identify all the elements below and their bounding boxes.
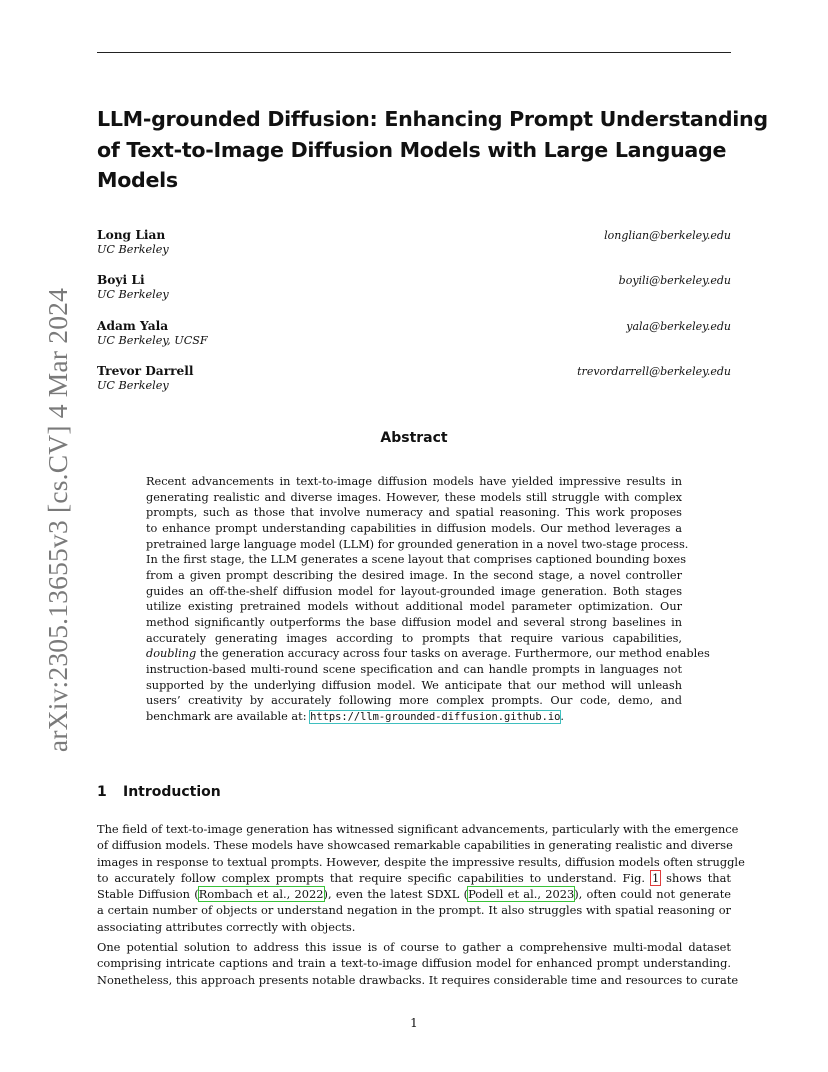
author-name: Boyi Li <box>97 273 145 287</box>
author-name: Long Lian <box>97 228 166 242</box>
abstract-body <box>146 474 710 725</box>
abstract-line: accurately generating images according to prompts that require various capabilities, <box>146 631 682 645</box>
project-url-link[interactable]: https://llm-grounded-diffusion.github.io <box>310 711 561 724</box>
intro-line: comprising intricate captions and train a text-to-image diffusion model for enhanced prompt understanding. <box>97 956 731 971</box>
abstract-line: to enhance prompt understanding capabilities in diffusion models. Our method leverages a <box>146 522 682 536</box>
title-line: Models <box>97 168 178 192</box>
section-title: Introduction <box>123 784 221 800</box>
citation-link[interactable]: Podell et al., 2023 <box>468 887 575 901</box>
abstract-line-text: the generation accuracy across four tasks on average. Furthermore, our method enables <box>199 647 710 661</box>
abstract-line: users’ creativity by accurately following more complex prompts. Our code, demo, and <box>146 694 682 708</box>
abstract-line: In the first stage, the LLM generates a scene layout that comprises captioned bounding boxes <box>146 553 687 567</box>
author-affiliation: UC Berkeley <box>97 379 169 392</box>
intro-paragraph <box>97 821 745 935</box>
intro-line: images in response to textual prompts. However, despite the impressive results, diffusion models often struggle <box>97 854 745 869</box>
intro-line <box>97 886 731 902</box>
abstract-line: supported by the underlying diffusion model. We anticipate that our method will unleash <box>146 678 682 692</box>
author-email[interactable]: longlian@berkeley.edu <box>604 229 731 242</box>
abstract-line: instruction-based multi-round scene specification and can handle prompts in languages not <box>146 663 682 677</box>
author-name: Trevor Darrell <box>97 364 194 378</box>
intro-line: The field of text-to-image generation has witnessed significant advancements, particularly with the emergence <box>97 822 739 836</box>
figure-ref-link[interactable]: 1 <box>651 870 660 885</box>
abstract-line: method significantly outperforms the base diffusion model and several strong baselines in <box>146 616 682 630</box>
intro-line: of diffusion models. These models have showcased remarkable capabilities in generating realistic and diverse <box>97 838 733 853</box>
intro-line: a certain number of objects or understand negation in the prompt. It also struggles with spatial reasoning or <box>97 903 731 918</box>
intro-text: ), often could not generate <box>574 887 732 901</box>
top-rule <box>97 52 731 53</box>
title-line: LLM-grounded Diffusion: Enhancing Prompt Understanding <box>97 107 768 131</box>
abstract-line: from a given prompt describing the desired image. In the second stage, a novel controller <box>146 569 682 583</box>
abstract-line: generating realistic and diverse images. However, these models still struggle with complex <box>146 490 682 504</box>
abstract-line: guides an off-the-shelf diffusion model for layout-grounded image generation. Both stages <box>146 584 682 598</box>
intro-line: One potential solution to address this issue is of course to gather a comprehensive multi-modal dataset <box>97 940 731 954</box>
author-affiliation: UC Berkeley, UCSF <box>97 334 208 347</box>
intro-line: associating attributes correctly with objects. <box>97 919 356 934</box>
author-email[interactable]: yala@berkeley.edu <box>626 320 731 333</box>
abstract-line: prompts, such as those that involve numeracy and spatial reasoning. This work proposes <box>146 506 682 520</box>
arxiv-identifier-stamp: arXiv:2305.13655v3 [cs.CV] 4 Mar 2024 <box>42 287 73 753</box>
author-email[interactable]: boyili@berkeley.edu <box>618 274 731 287</box>
citation-link[interactable]: Rombach et al., 2022 <box>198 887 324 901</box>
section-heading-introduction <box>97 784 221 800</box>
intro-text: shows that <box>666 870 731 885</box>
intro-line <box>97 870 731 886</box>
author-affiliation: UC Berkeley <box>97 288 169 301</box>
author-block <box>97 319 731 351</box>
intro-text: ), even the latest SDXL ( <box>323 887 469 901</box>
abstract-line <box>146 709 682 725</box>
abstract-line-tail: . <box>560 710 564 724</box>
author-block <box>97 364 731 396</box>
intro-line: Nonetheless, this approach presents notable drawbacks. It requires considerable time and resources to curate <box>97 972 739 987</box>
author-name: Adam Yala <box>97 319 169 333</box>
abstract-line: Recent advancements in text-to-image diffusion models have yielded impressive results in <box>146 475 682 488</box>
author-email[interactable]: trevordarrell@berkeley.edu <box>577 365 731 378</box>
intro-paragraph <box>97 939 739 988</box>
abstract-line: utilize existing pretrained models without additional model parameter optimization. Our <box>146 600 682 614</box>
page-number: 1 <box>410 1016 418 1030</box>
abstract-emphasis: doubling <box>146 647 197 661</box>
author-block <box>97 228 731 260</box>
intro-text: to accurately follow complex prompts that require specific capabilities to understand. Fig. <box>97 870 646 885</box>
paper-title <box>97 104 768 196</box>
abstract-line <box>146 646 710 662</box>
author-affiliation: UC Berkeley <box>97 243 169 256</box>
abstract-line-text: benchmark are available at: <box>146 710 307 724</box>
intro-text: Stable Diffusion ( <box>97 887 199 901</box>
author-block <box>97 273 731 305</box>
title-line: of Text-to-Image Diffusion Models with Large Language <box>97 137 727 162</box>
section-number: 1 <box>97 784 107 800</box>
abstract-heading: Abstract <box>380 430 448 446</box>
abstract-line: pretrained large language model (LLM) for grounded generation in a novel two-stage process. <box>146 537 689 551</box>
